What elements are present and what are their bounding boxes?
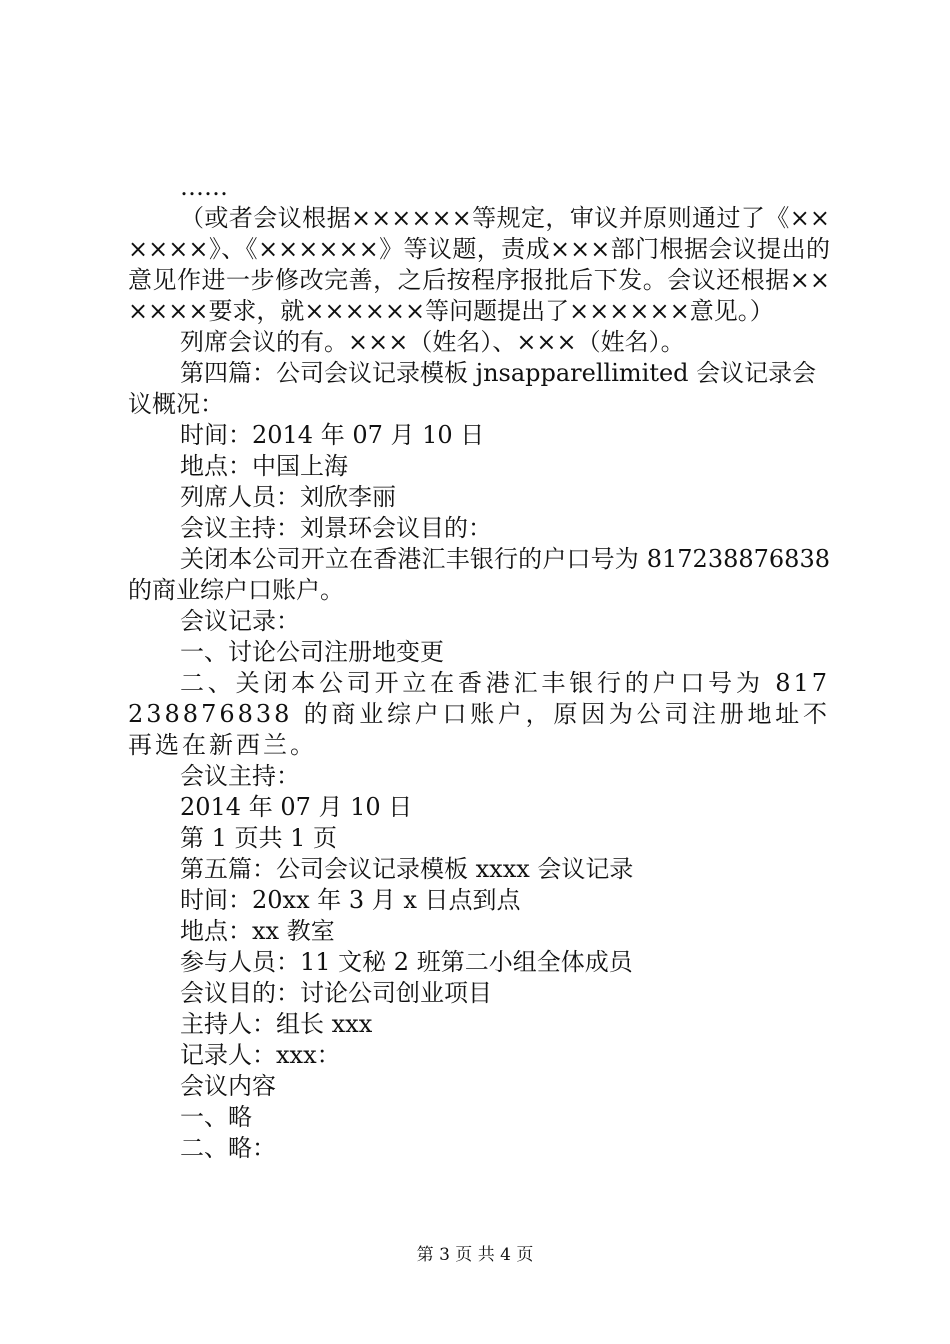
- meeting-location: 地点：中国上海: [180, 452, 348, 480]
- ellipsis-line: ……: [180, 173, 228, 201]
- meeting-purpose-text: 关闭本公司开立在香港汇丰银行的户口号为 817238876838 的商业综户口账户。: [128, 545, 830, 604]
- section-five-content-heading: 会议内容: [180, 1072, 276, 1100]
- minutes-heading: 会议记录：: [180, 607, 300, 635]
- inner-page-number: 第 1 页共 1 页: [180, 824, 338, 852]
- section-five-purpose: 会议目的：讨论公司创业项目: [180, 979, 492, 1007]
- minutes-item-one: 一、讨论公司注册地变更: [180, 638, 444, 666]
- meeting-time: 时间：2014 年 07 月 10 日: [180, 421, 485, 449]
- meeting-host-purpose: 会议主持：刘景环会议目的：: [180, 514, 492, 542]
- section-five-location: 地点：xx 教室: [180, 917, 335, 945]
- section-five-recorder: 记录人：xxx：: [180, 1041, 341, 1069]
- page-footer: 第 3 页 共 4 页: [416, 1245, 534, 1265]
- document-body: [128, 172, 830, 1164]
- section-five-time: 时间：20xx 年 3 月 x 日点到点: [180, 886, 521, 914]
- meeting-date: 2014 年 07 月 10 日: [180, 793, 413, 821]
- section-five-participants: 参与人员：11 文秘 2 班第二小组全体成员: [180, 948, 633, 976]
- meeting-host-label: 会议主持：: [180, 762, 300, 790]
- section-five-host: 主持人：组长 xxx: [180, 1010, 373, 1038]
- section-five-item-two: 二、略：: [180, 1134, 276, 1162]
- meeting-resolution-paragraph: （或者会议根据××××××等规定，审议并原则通过了《××××××》、《××××××》等议题，责成×××部门根据会议提出的意见作进一步修改完善，之后按程序报批后下发。会议还根据××××××要求，就××××××等问题提出了××××××意见。）: [128, 204, 830, 325]
- section-five-item-one: 一、略: [180, 1103, 252, 1131]
- attendees-line: 列席会议的有。×××（姓名）、×××（姓名）。: [180, 328, 685, 356]
- minutes-item-two: 二、关闭本公司开立在香港汇丰银行的户口号为 817238876838 的商业综户口账户，原因为公司注册地址不再选在新西兰。: [128, 669, 830, 759]
- section-four-title: 第四篇：公司会议记录模板 jnsapparellimited 会议记录会议概况：: [128, 359, 817, 418]
- meeting-attendees: 列席人员：刘欣李丽: [180, 483, 396, 511]
- section-five-title: 第五篇：公司会议记录模板 xxxx 会议记录: [180, 855, 634, 883]
